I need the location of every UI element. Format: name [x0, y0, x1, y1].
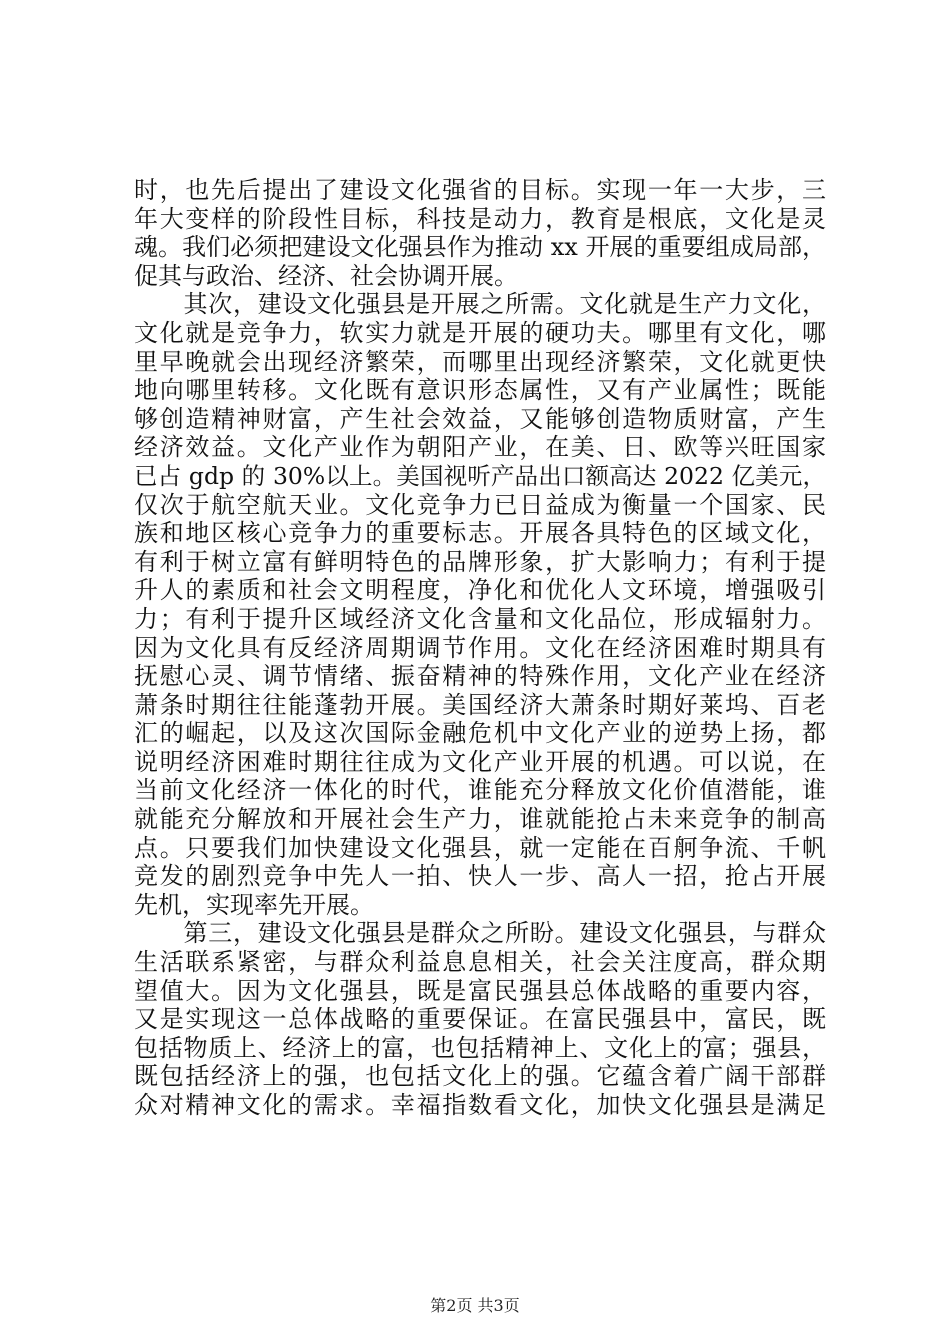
text-line: 促其与政治、经济、社会协调开展。 [134, 261, 518, 290]
text-line: 就能充分解放和开展社会生产力，谁就能抢占未来竞争的制高 [134, 805, 826, 834]
text-line: 里早晚就会出现经济繁荣，而哪里出现经济繁荣，文化就更快 [134, 347, 826, 376]
text-line: 力；有利于提升区域经济文化含量和文化品位，形成辐射力。 [134, 604, 826, 633]
text-line: 点。只要我们加快建设文化强县，就一定能在百舸争流、千帆 [134, 833, 826, 862]
text-line: 族和地区核心竞争力的重要标志。开展各具特色的区域文化， [134, 519, 826, 548]
text-line: 升人的素质和社会文明程度，净化和优化人文环境，增强吸引 [134, 576, 826, 605]
text-line: 望值大。因为文化强县，既是富民强县总体战略的重要内容， [134, 976, 826, 1005]
text-line: 文化就是竞争力，软实力就是开展的硬功夫。哪里有文化，哪 [134, 318, 826, 347]
text-line: 年大变样的阶段性目标，科技是动力，教育是根底，文化是灵 [134, 204, 826, 233]
text-line: 第三，建设文化强县是群众之所盼。建设文化强县，与群众 [134, 919, 826, 948]
page-footer: 第2页 共3页 [430, 1296, 520, 1315]
text-line: 魂。我们必须把建设文化强县作为推动 xx 开展的重要组成局部， [134, 233, 826, 262]
text-line: 既包括经济上的强，也包括文化上的强。它蕴含着广阔干部群 [134, 1062, 826, 1091]
text-line: 经济效益。文化产业作为朝阳产业，在美、日、欧等兴旺国家 [134, 433, 826, 462]
text-line: 地向哪里转移。文化既有意识形态属性，又有产业属性；既能 [134, 376, 826, 405]
text-line: 当前文化经济一体化的时代，谁能充分释放文化价值潜能，谁 [134, 776, 826, 805]
text-line: 又是实现这一总体战略的重要保证。在富民强县中，富民，既 [134, 1005, 826, 1034]
text-line: 够创造精神财富，产生社会效益，又能够创造物质财富，产生 [134, 404, 826, 433]
text-line: 包括物质上、经济上的富，也包括精神上、文化上的富；强县， [134, 1033, 826, 1062]
text-line: 抚慰心灵、调节情绪、振奋精神的特殊作用，文化产业在经济 [134, 662, 826, 691]
document-body [134, 176, 826, 1120]
text-line: 仅次于航空航天业。文化竞争力已日益成为衡量一个国家、民 [134, 490, 826, 519]
text-line: 先机，实现率先开展。 [134, 890, 374, 919]
text-line: 其次，建设文化强县是开展之所需。文化就是生产力文化， [134, 290, 826, 319]
text-line: 众对精神文化的需求。幸福指数看文化，加快文化强县是满足 [134, 1091, 826, 1119]
text-line: 说明经济困难时期往往成为文化产业开展的机遇。可以说，在 [134, 747, 826, 776]
text-line: 有利于树立富有鲜明特色的品牌形象，扩大影响力；有利于提 [134, 547, 826, 576]
text-line: 已占 gdp 的 30%以上。美国视听产品出口额高达 2022 亿美元， [134, 461, 826, 490]
text-line: 萧条时期往往能蓬勃开展。美国经济大萧条时期好莱坞、百老 [134, 690, 826, 719]
text-line: 因为文化具有反经济周期调节作用。文化在经济困难时期具有 [134, 633, 826, 662]
text-line: 时，也先后提出了建设文化强省的目标。实现一年一大步，三 [134, 176, 826, 204]
text-line: 生活联系紧密，与群众利益息息相关，社会关注度高，群众期 [134, 948, 826, 977]
text-line: 竞发的剧烈竞争中先人一拍、快人一步、高人一招，抢占开展 [134, 862, 826, 891]
text-line: 汇的崛起，以及这次国际金融危机中文化产业的逆势上扬，都 [134, 719, 826, 748]
